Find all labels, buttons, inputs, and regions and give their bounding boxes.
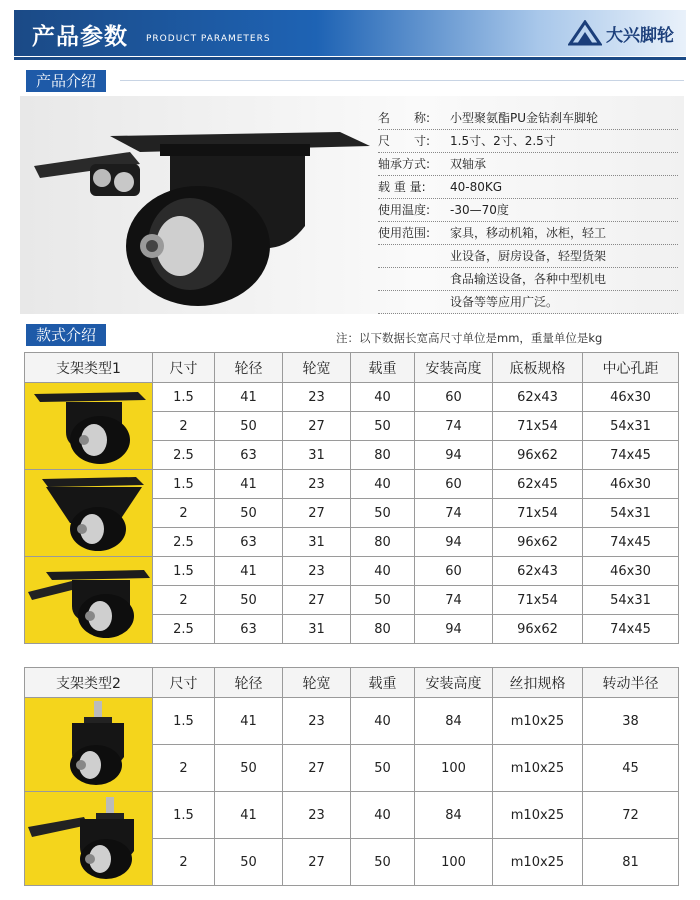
table-cell: 2.5 (153, 441, 215, 470)
spec-value: 小型聚氨酯PU金钻刹车脚轮 (450, 111, 599, 125)
table-cell: 2.5 (153, 528, 215, 557)
table-row (25, 698, 679, 745)
table-cell: 84 (415, 792, 493, 839)
page-header (0, 0, 700, 60)
spec-table-type1 (24, 352, 679, 644)
table-cell: 1.5 (153, 383, 215, 412)
brand (568, 20, 674, 46)
caster-photo-image (26, 699, 152, 791)
table-cell: 60 (415, 383, 493, 412)
caster-photo-image (26, 558, 152, 642)
spec-row (378, 245, 678, 268)
table-cell: 74x45 (583, 441, 679, 470)
brand-logo-icon (568, 20, 602, 46)
header-cell: 载重 (351, 353, 415, 383)
header-cell: 轮径 (215, 668, 283, 698)
caster-photo-image (26, 384, 152, 468)
spec-value: 设备等等应用广泛。 (450, 295, 559, 309)
table-cell: 54x31 (583, 499, 679, 528)
table-cell: 50 (215, 499, 283, 528)
spec-row (378, 268, 678, 291)
table-cell: 100 (415, 745, 493, 792)
table-cell: 46x30 (583, 470, 679, 499)
spec-value: 40-80KG (450, 180, 503, 194)
caster-wheel-image (20, 96, 370, 314)
header-cell: 安装高度 (415, 668, 493, 698)
table-cell: 62x43 (493, 383, 583, 412)
table-cell: 41 (215, 557, 283, 586)
table-cell: 23 (283, 792, 351, 839)
table-cell: 40 (351, 470, 415, 499)
spec-table-type2 (24, 667, 679, 886)
table-cell: 50 (351, 839, 415, 886)
table-cell: 27 (283, 499, 351, 528)
table-cell: 54x31 (583, 412, 679, 441)
spec-key: 名 称: (378, 111, 431, 125)
table-cell: 96x62 (493, 615, 583, 644)
table-cell: 60 (415, 470, 493, 499)
header-cell: 底板规格 (493, 353, 583, 383)
spec-row (378, 291, 678, 314)
table-cell: 71x54 (493, 412, 583, 441)
table-cell: 96x62 (493, 441, 583, 470)
spec-key: 尺 寸: (378, 134, 431, 148)
table-cell: m10x25 (493, 698, 583, 745)
table-cell: 23 (283, 698, 351, 745)
table-cell: 40 (351, 698, 415, 745)
styles-section-label: 款式介绍 (26, 324, 106, 346)
header-cell: 中心孔距 (583, 353, 679, 383)
header-cell: 轮宽 (283, 353, 351, 383)
spec-row (378, 107, 678, 130)
table-cell: 50 (351, 412, 415, 441)
units-note: 注：以下数据长宽高尺寸单位是mm，重量单位是kg (336, 331, 603, 345)
table-cell: 50 (215, 745, 283, 792)
table-cell: 96x62 (493, 528, 583, 557)
spec-value: 业设备，厨房设备，轻型货架 (450, 249, 607, 263)
header-cell: 尺寸 (153, 353, 215, 383)
table-cell: 50 (351, 745, 415, 792)
table-row (25, 557, 679, 586)
table-cell: 74x45 (583, 528, 679, 557)
table-cell: 81 (583, 839, 679, 886)
table-cell: 31 (283, 441, 351, 470)
header-cell: 丝扣规格 (493, 668, 583, 698)
table-cell: 50 (351, 586, 415, 615)
spec-value: -30—70度 (450, 203, 509, 217)
table-cell: 54x31 (583, 586, 679, 615)
table-cell: 1.5 (153, 792, 215, 839)
spec-key (378, 291, 450, 313)
table-cell: 23 (283, 557, 351, 586)
table-row (25, 470, 679, 499)
table-cell: 84 (415, 698, 493, 745)
table-cell: 80 (351, 615, 415, 644)
table-cell: 41 (215, 698, 283, 745)
table-header-row (25, 668, 679, 698)
table-cell: 2 (153, 412, 215, 441)
spec-key: 使用温度: (378, 203, 431, 217)
table-cell: 2 (153, 499, 215, 528)
table-cell: 1.5 (153, 698, 215, 745)
spec-row (378, 130, 678, 153)
table-cell: 40 (351, 557, 415, 586)
table-cell: 45 (583, 745, 679, 792)
table-cell: 1.5 (153, 470, 215, 499)
table-cell: 46x30 (583, 383, 679, 412)
caster-image-cell (25, 470, 153, 557)
table-cell: 63 (215, 441, 283, 470)
table-cell: 94 (415, 528, 493, 557)
table-cell: 27 (283, 839, 351, 886)
table-cell: 50 (215, 586, 283, 615)
table-cell: 2 (153, 586, 215, 615)
table-cell: 38 (583, 698, 679, 745)
table-cell: 41 (215, 792, 283, 839)
table-body (25, 383, 679, 644)
spec-row (378, 153, 678, 176)
table-cell: m10x25 (493, 745, 583, 792)
table-cell: 2 (153, 839, 215, 886)
table-cell: 41 (215, 383, 283, 412)
table-cell: 50 (351, 499, 415, 528)
table-cell: 71x54 (493, 499, 583, 528)
caster-photo-image (26, 793, 152, 885)
spec-key (378, 268, 450, 290)
table-row (25, 792, 679, 839)
header-cell: 轮宽 (283, 668, 351, 698)
table-cell: 27 (283, 412, 351, 441)
table-cell: 63 (215, 528, 283, 557)
spec-value: 食品输送设备，各种中型机电 (450, 272, 607, 286)
table-cell: 94 (415, 441, 493, 470)
header-cell: 支架类型1 (25, 353, 153, 383)
spec-list (378, 107, 678, 314)
table-cell: 62x45 (493, 470, 583, 499)
spec-row (378, 222, 678, 245)
divider (120, 80, 684, 81)
table-cell: 74 (415, 586, 493, 615)
intro-section-label: 产品介绍 (26, 70, 106, 92)
caster-image-cell (25, 383, 153, 470)
table-cell: 74 (415, 499, 493, 528)
table-cell: 94 (415, 615, 493, 644)
header-cell: 支架类型2 (25, 668, 153, 698)
spec-key: 载 重 量: (378, 180, 426, 194)
table-cell: m10x25 (493, 839, 583, 886)
table-row (25, 383, 679, 412)
table-cell: 60 (415, 557, 493, 586)
table-cell: 27 (283, 586, 351, 615)
header-cell: 安装高度 (415, 353, 493, 383)
table-cell: 31 (283, 615, 351, 644)
page-subtitle: PRODUCT PARAMETERS (146, 34, 271, 44)
table-cell: 80 (351, 441, 415, 470)
header-cell: 轮径 (215, 353, 283, 383)
spec-value: 双轴承 (450, 157, 487, 171)
table-cell: 27 (283, 745, 351, 792)
caster-image-cell (25, 698, 153, 792)
table-cell: 74x45 (583, 615, 679, 644)
spec-key: 使用范围: (378, 226, 431, 240)
table-cell: 80 (351, 528, 415, 557)
table-cell: 74 (415, 412, 493, 441)
table-cell: 63 (215, 615, 283, 644)
table-cell: 41 (215, 470, 283, 499)
page-title: 产品参数 (32, 24, 128, 50)
table-body (25, 698, 679, 886)
caster-image-cell (25, 557, 153, 644)
table-cell: 62x43 (493, 557, 583, 586)
table-cell: 31 (283, 528, 351, 557)
spec-row (378, 199, 678, 222)
table-cell: 40 (351, 383, 415, 412)
table-cell: 23 (283, 383, 351, 412)
spec-key: 轴承方式: (378, 157, 431, 171)
table-cell: 50 (215, 412, 283, 441)
spec-row (378, 176, 678, 199)
caster-photo-image (26, 471, 152, 555)
table-cell: 71x54 (493, 586, 583, 615)
brand-name: 大兴脚轮 (606, 25, 674, 46)
table-cell: m10x25 (493, 792, 583, 839)
header-cell: 尺寸 (153, 668, 215, 698)
header-cell: 转动半径 (583, 668, 679, 698)
table-cell: 100 (415, 839, 493, 886)
spec-value: 1.5寸、2寸、2.5寸 (450, 134, 556, 148)
table-cell: 23 (283, 470, 351, 499)
table-cell: 50 (215, 839, 283, 886)
table-cell: 72 (583, 792, 679, 839)
table-cell: 46x30 (583, 557, 679, 586)
spec-value: 家具，移动机箱，冰柜，轻工 (450, 226, 607, 240)
table-cell: 1.5 (153, 557, 215, 586)
table-cell: 40 (351, 792, 415, 839)
caster-image-cell (25, 792, 153, 886)
header-cell: 载重 (351, 668, 415, 698)
header-banner (14, 10, 686, 56)
table-cell: 2.5 (153, 615, 215, 644)
table-cell: 2 (153, 745, 215, 792)
table-header-row (25, 353, 679, 383)
spec-key (378, 245, 450, 267)
